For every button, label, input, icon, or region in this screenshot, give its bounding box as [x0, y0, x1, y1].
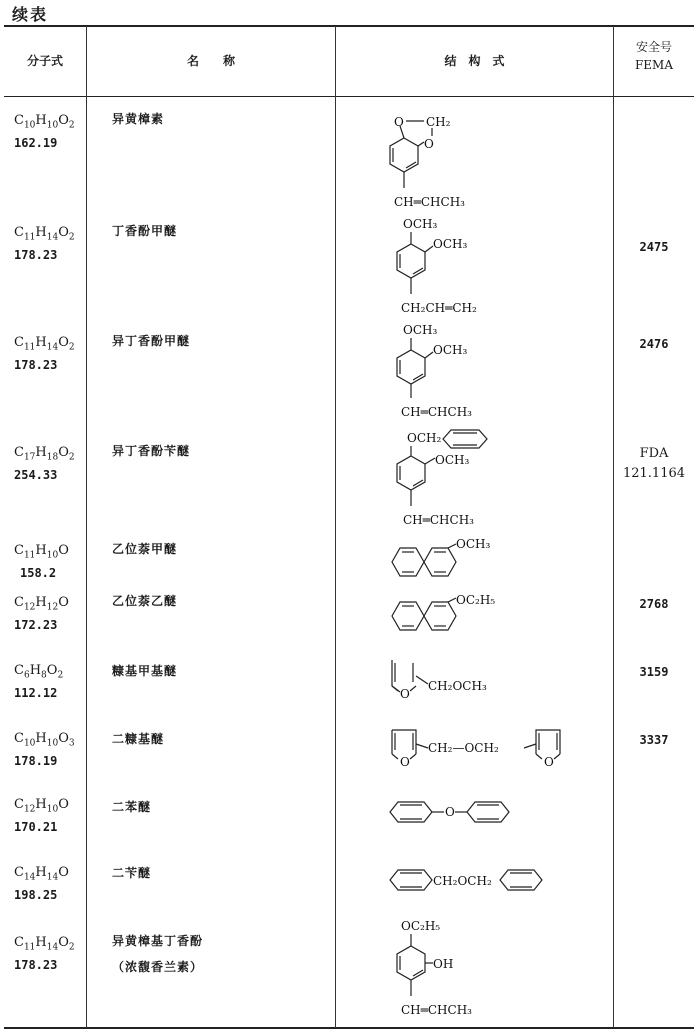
compound-name — [112, 928, 203, 980]
chain-label: CH₂CH═CH₂ — [401, 301, 477, 315]
bond — [425, 458, 435, 464]
molecular-formula: $C_{14}H_{14}O$ — [14, 865, 69, 883]
molecular-formula: $C_{11}H_{14}O_2$ — [14, 225, 75, 243]
bond — [425, 352, 433, 358]
benzene-ring — [397, 350, 425, 384]
table-top-rule — [4, 25, 694, 27]
atom-label: CH₂ — [426, 115, 451, 129]
linker-label: CH₂—OCH₂ — [428, 741, 499, 755]
structure-propenyl-guaethol — [385, 916, 515, 1022]
chain-label: CH═CHCH₃ — [403, 513, 474, 527]
molecular-formula: $C_{12}H_{12}O$ — [14, 595, 69, 613]
compound-name: 糠基甲基醚 — [112, 664, 178, 678]
bond — [392, 754, 398, 759]
atom-label: O — [445, 805, 455, 819]
substituent-label: OC₂H₅ — [456, 593, 496, 607]
table-row — [14, 112, 75, 152]
atom-label: O — [400, 687, 410, 701]
fema-number: 3337 — [639, 733, 669, 747]
fema-number: 2476 — [639, 337, 669, 351]
fda-number: 121.1164 — [622, 466, 686, 481]
header-fema-line1: 安全号 — [635, 40, 672, 54]
header-fema-line2: FEMA — [634, 58, 674, 72]
substituent-label: OCH₃ — [403, 323, 438, 337]
substituent-label: CH₂OCH₃ — [428, 679, 487, 693]
compound-name: 异丁香酚苄醚 — [112, 444, 191, 458]
molecular-formula: $C_{11}H_{14}O_2$ — [14, 335, 75, 353]
linker-label: CH₂OCH₂ — [433, 874, 492, 888]
molecular-formula: $C_{11}H_{14}O_2$ — [14, 935, 75, 953]
molecular-weight: 178.23 — [14, 357, 58, 372]
chain-label: CH═CHCH₃ — [401, 405, 472, 419]
molecular-weight: 178.19 — [14, 753, 58, 768]
chain-label: CH═CHCH₃ — [401, 1003, 472, 1017]
structure-furfuryl-methyl-ether — [388, 652, 518, 702]
fema-number: 2768 — [639, 597, 669, 611]
structure-methyl-isoeugenol — [385, 322, 515, 424]
molecular-weight: 162.19 — [14, 135, 58, 150]
substituent-label: OCH₃ — [433, 237, 468, 251]
molecular-weight: 112.12 — [14, 685, 58, 700]
column-divider-2 — [335, 26, 336, 1028]
structure-benzyl-isoeugenol — [385, 424, 525, 534]
chain-label: CH═CHCH₃ — [394, 195, 465, 209]
column-divider-1 — [86, 26, 87, 1028]
fda-label: FDA — [639, 446, 669, 461]
header-structure: 结 构 式 — [444, 54, 505, 68]
bond — [392, 686, 398, 691]
double-bond — [413, 970, 423, 976]
bond — [416, 744, 428, 748]
substituent-label: OCH₂ — [407, 431, 442, 445]
double-bond — [406, 162, 416, 168]
atom-label: O — [400, 755, 410, 769]
bond — [448, 598, 456, 602]
double-bond — [413, 374, 423, 380]
table-row — [14, 796, 69, 836]
molecular-weight: 172.23 — [14, 617, 58, 632]
substituent-label: OCH₃ — [435, 453, 470, 467]
molecular-formula: $C_{10}H_{10}O_2$ — [14, 113, 75, 131]
fda-reference — [610, 444, 698, 484]
compound-name: 丁香酚甲醚 — [112, 224, 178, 238]
furan-ring — [392, 730, 416, 754]
compound-name: 乙位萘甲醚 — [112, 542, 178, 556]
bond — [416, 676, 428, 684]
column-divider-3 — [613, 26, 614, 1028]
substituent-label: OCH₃ — [403, 217, 438, 231]
compound-name-line1: 异黄樟基丁香酚 — [112, 934, 204, 948]
atom-label: O — [424, 137, 434, 151]
bond — [448, 544, 456, 548]
structure-naphthyl-ethyl-ether — [388, 592, 518, 642]
molecular-formula: $C_{17}H_{18}O_2$ — [14, 445, 75, 463]
bond — [410, 754, 416, 759]
page-title: 续表 — [12, 5, 49, 24]
benzene-ring — [397, 456, 425, 490]
fema-number: 2475 — [639, 240, 669, 254]
header-name: 名 称 — [186, 54, 235, 68]
molecular-weight: 170.21 — [14, 819, 58, 834]
molecular-formula: $C_6H_8O_2$ — [14, 663, 64, 681]
table-row — [14, 594, 69, 634]
compound-name: 二苄醚 — [112, 866, 152, 880]
substituent-label: OH — [433, 957, 454, 971]
substituent-label: OCH₃ — [433, 343, 468, 357]
molecular-weight: 158.2 — [20, 565, 57, 580]
table-row — [14, 224, 75, 264]
header-fema — [614, 38, 694, 74]
table-row — [14, 334, 75, 374]
molecular-formula: $C_{11}H_{10}O$ — [14, 543, 69, 561]
molecular-weight: 198.25 — [14, 887, 58, 902]
fema-number: 3159 — [639, 665, 669, 679]
table-row — [14, 662, 63, 702]
substituent-label: OC₂H₅ — [401, 919, 441, 933]
bond — [536, 754, 542, 759]
benzene-ring — [390, 138, 418, 172]
header-rule — [4, 96, 694, 97]
compound-name: 异黄樟素 — [112, 112, 165, 126]
structure-naphthyl-methyl-ether — [388, 538, 518, 588]
structure-isosafrole — [380, 108, 500, 216]
compound-name: 二糠基醚 — [112, 732, 165, 746]
structure-difurfuryl-ether — [388, 720, 588, 772]
molecular-formula: $C_{12}H_{10}O$ — [14, 797, 69, 815]
table-row — [14, 934, 75, 974]
compound-name-line2: （浓馥香兰素） — [112, 960, 204, 974]
compound-name: 异丁香酚甲醚 — [112, 334, 191, 348]
compound-name: 乙位萘乙醚 — [112, 594, 178, 608]
molecular-weight: 254.33 — [14, 467, 58, 482]
molecular-weight: 178.23 — [14, 247, 58, 262]
substituent-label: OCH₃ — [456, 537, 491, 551]
bond — [524, 744, 536, 748]
atom-label: O — [394, 115, 404, 129]
benzene-ring — [397, 244, 425, 278]
structure-diphenyl-ether — [388, 796, 528, 828]
compound-name: 二苯醚 — [112, 800, 152, 814]
bond — [410, 686, 416, 691]
table-row — [14, 730, 75, 770]
benzene-ring — [397, 946, 425, 980]
header-formula: 分子式 — [26, 54, 63, 68]
double-bond — [413, 480, 423, 486]
table-row — [14, 864, 69, 904]
bond — [425, 246, 433, 252]
double-bond — [413, 268, 423, 274]
structure-dibenzyl-ether — [388, 864, 558, 896]
bond — [554, 754, 560, 759]
atom-label: O — [544, 755, 554, 769]
molecular-weight: 178.23 — [14, 957, 58, 972]
table-bottom-rule — [4, 1027, 694, 1029]
molecular-formula: $C_{10}H_{10}O_3$ — [14, 731, 75, 749]
table-row — [14, 542, 69, 582]
table-row — [14, 444, 75, 484]
structure-methyl-eugenol — [385, 214, 525, 322]
